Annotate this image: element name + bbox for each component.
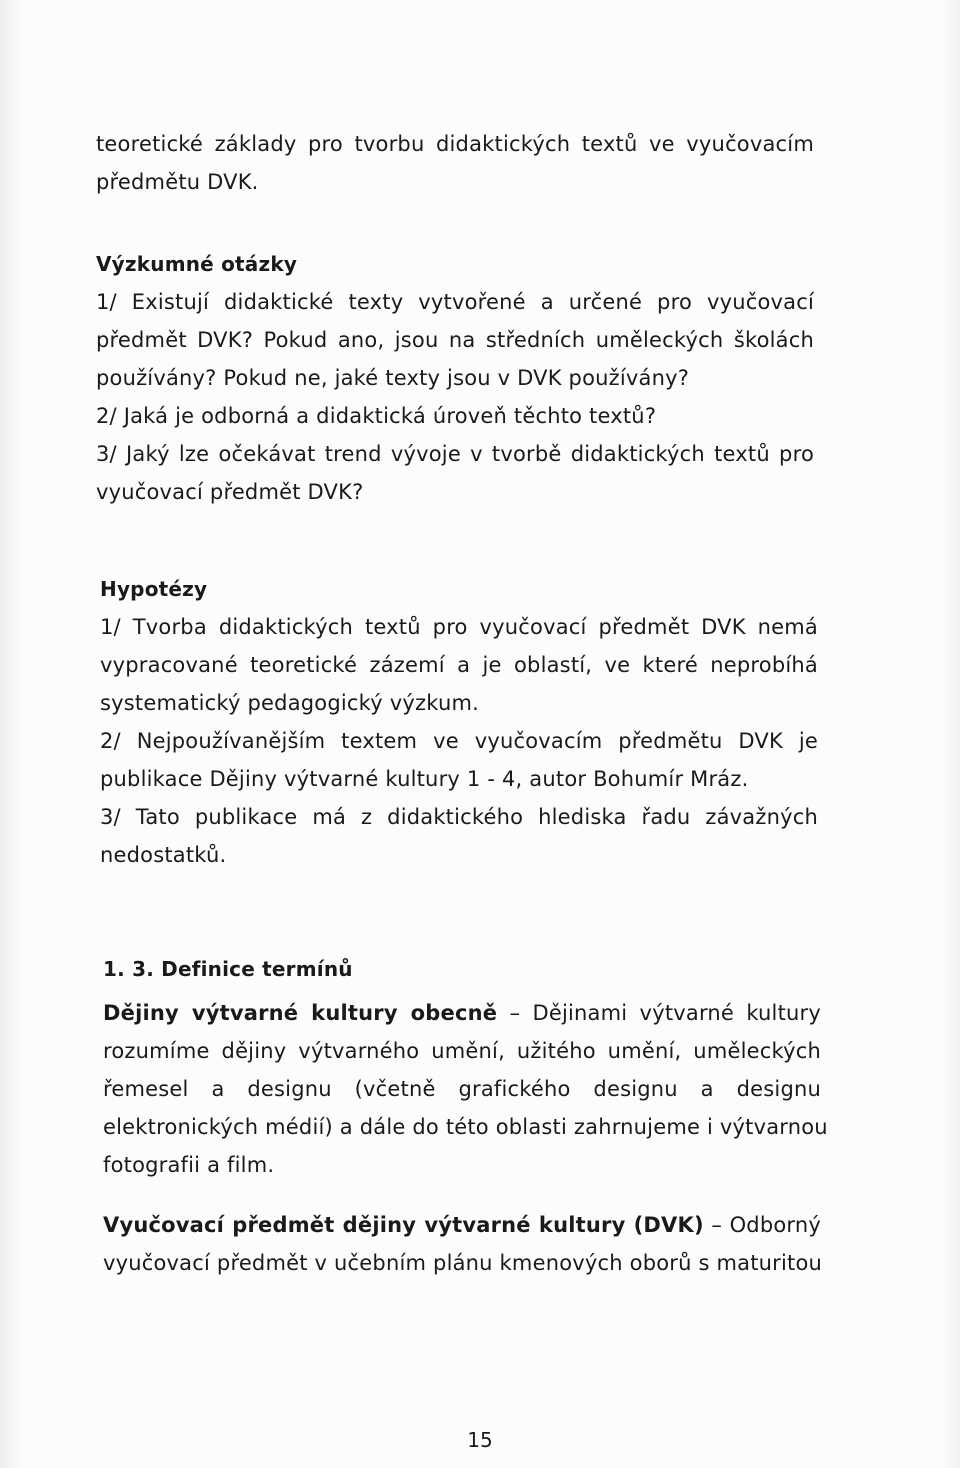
text-line: 2/ Nejpoužívanějším textem ve vyučovacím předmětu DVK je bbox=[100, 729, 818, 753]
research-questions-section bbox=[96, 245, 814, 511]
text-line: elektronických médií) a dále do této oblasti zahrnujeme i výtvarnou bbox=[103, 1115, 828, 1139]
definition-first-line: Dějiny výtvarné kultury obecně – Dějinami výtvarné kultury bbox=[103, 1001, 821, 1025]
text-line: vypracované teoretické zázemí a je oblastí, ve které neprobíhá bbox=[100, 653, 818, 677]
text-line: vyučovací předmět DVK? bbox=[96, 480, 364, 504]
text-line: teoretické základy pro tvorbu didaktických textů ve vyučovacím bbox=[96, 132, 814, 156]
text-line: 1/ Tvorba didaktických textů pro vyučovací předmět DVK nemá bbox=[100, 615, 818, 639]
text-line: 2/ Jaká je odborná a didaktická úroveň těchto textů? bbox=[96, 404, 657, 428]
text-line: fotografii a film. bbox=[103, 1153, 275, 1177]
text-line: systematický pedagogický výzkum. bbox=[100, 691, 480, 715]
text-line: 3/ Tato publikace má z didaktického hlediska řadu závažných bbox=[100, 805, 818, 829]
text-line: předmětu DVK. bbox=[96, 170, 259, 194]
page-number: 15 bbox=[467, 1428, 493, 1452]
text-line: vyučovací předmět v učebním plánu kmenových oborů s maturitou bbox=[103, 1251, 823, 1275]
text-line: předmět DVK? Pokud ano, jsou na středních uměleckých školách bbox=[96, 328, 814, 352]
section-heading: 1. 3. Definice termínů bbox=[103, 957, 353, 981]
text-line: používány? Pokud ne, jaké texty jsou v DVK používány? bbox=[96, 366, 690, 390]
text-line: publikace Dějiny výtvarné kultury 1 - 4, autor Bohumír Mráz. bbox=[100, 767, 749, 791]
hypotheses-section bbox=[100, 570, 818, 874]
definitions-section bbox=[103, 950, 828, 1282]
text-line: nedostatků. bbox=[100, 843, 227, 867]
text-line: rozumíme dějiny výtvarného umění, užitého umění, uměleckých bbox=[103, 1039, 821, 1063]
definition-first-line: Vyučovací předmět dějiny výtvarné kultury (DVK) – Odborný bbox=[103, 1213, 822, 1237]
section-heading: Hypotézy bbox=[100, 577, 208, 601]
text-line: řemesel a designu (včetně grafického designu a designu bbox=[103, 1077, 821, 1101]
definition-term: Dějiny výtvarné kultury obecně bbox=[103, 1001, 498, 1025]
intro-paragraph bbox=[96, 125, 814, 201]
section-heading: Výzkumné otázky bbox=[96, 252, 298, 276]
text-line: 3/ Jaký lze očekávat trend vývoje v tvorbě didaktických textů pro bbox=[96, 442, 814, 466]
text-line: 1/ Existují didaktické texty vytvořené a určené pro vyučovací bbox=[96, 290, 814, 314]
definition-term: Vyučovací předmět dějiny výtvarné kultury (DVK) bbox=[103, 1213, 704, 1237]
